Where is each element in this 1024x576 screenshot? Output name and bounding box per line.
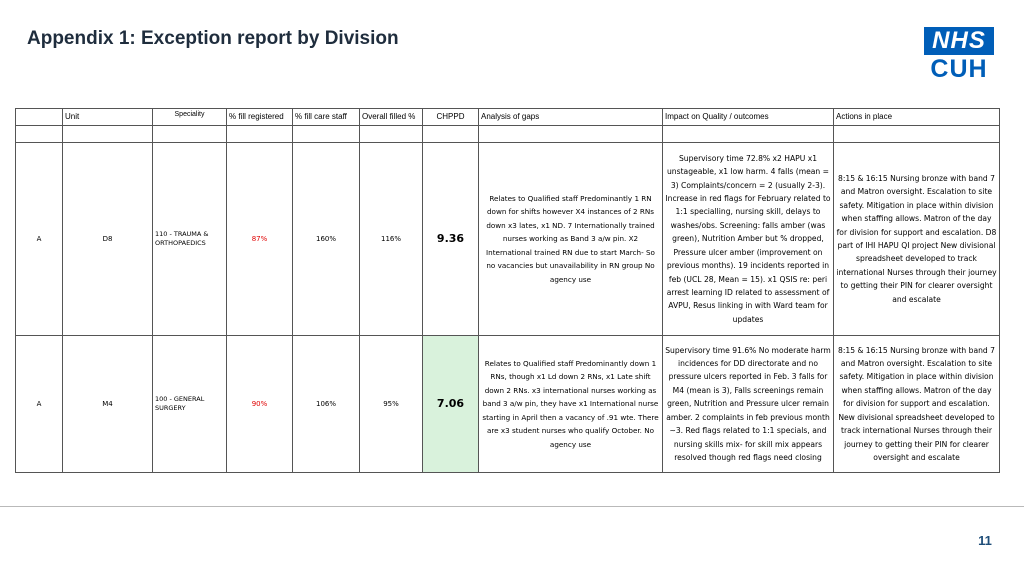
header-chppd: CHPPD [423,109,479,126]
nhs-logo-mark: NHS [924,27,994,55]
header-fill-registered: % fill registered [227,109,293,126]
fill-care-staff-cell: 106% [293,336,360,473]
unit-cell: M4 [63,336,153,473]
chppd-cell: 9.36 [423,143,479,336]
header-speciality: Speciality [153,109,227,126]
table-row [16,143,1000,336]
organisation-name: CUH [930,55,988,83]
actions-cell: 8:15 & 16:15 Nursing bronze with band 7 and Matron oversight. Escalation to site safety. Mitigation in place within division when staffing allows. Matron of the day for division for support and escalation. New divisional spreadsheet developed to track international Nurses through their journey to getting their PIN for clearer oversight and escalate [834,336,1000,473]
header-analysis: Analysis of gaps [479,109,663,126]
header-unit: Unit [63,109,153,126]
impact-cell: Supervisory time 91.6% No moderate harm incidences for DD directorate and no pressure ulcers reported in Feb. 3 falls for M4 (mean is 3), Falls screenings remain green, Nutrition and Pressure ulcer remain amber. 2 complaints in feb previous month ~3. Red flags related to 1:1 specials, and nursing skills mix- for skill mix appears resolved though red flags need closing [663,336,834,473]
page-title: Appendix 1: Exception report by Division [27,28,399,49]
nhs-cuh-logo [924,27,994,83]
table-row [16,336,1000,473]
page-number: 11 [978,533,992,548]
division-cell: A [16,336,63,473]
analysis-cell: Relates to Qualified staff Predominantly 1 RN down for shifts however X4 instances of 2 RNs down x3 lates, x1 ND. 7 Internationally trained nurses working as Band 3 a/w pin. X2 International trained RN due to start March- So no vacancies but unavailability in RN group No agency use [479,143,663,336]
fill-registered-cell: 90% [227,336,293,473]
header-overall-filled: Overall filled % [360,109,423,126]
division-cell: A [16,143,63,336]
overall-filled-cell: 116% [360,143,423,336]
spacer-row [16,126,1000,143]
fill-care-staff-cell: 160% [293,143,360,336]
unit-cell: D8 [63,143,153,336]
analysis-cell: Relates to Qualified staff Predominantly down 1 RNs, though x1 Ld down 2 RNs, x1 Late shift down 2 RNs. x3 international nurses working as band 3 a/w pin, they have x1 International nurse starting in April then a vacancy of .91 wte. There are x3 student nurses who qualify October. No agency use [479,336,663,473]
speciality-cell: 100 - GENERAL SURGERY [153,336,227,473]
table-header-row [16,109,1000,126]
actions-cell: 8:15 & 16:15 Nursing bronze with band 7 and Matron oversight. Escalation to site safety. Mitigation in place within division when staffing allows. Matron of the day for division for support and escalation. D8 part of IHI HAPU QI project New divisional spreadsheet developed to track international Nurses through their journey to getting their PIN for clearer oversight and escalate [834,143,1000,336]
exception-report-table [15,108,1000,473]
speciality-cell: 110 - TRAUMA & ORTHOPAEDICS [153,143,227,336]
fill-registered-cell: 87% [227,143,293,336]
header-division [16,109,63,126]
header-actions: Actions in place [834,109,1000,126]
header-impact: Impact on Quality / outcomes [663,109,834,126]
impact-cell: Supervisory time 72.8% x2 HAPU x1 unstageable, x1 low harm. 4 falls (mean = 3) Complaints/concern = 2 (usually 2-3). Increase in red flags for February related to 1:1 specialling, nursing skill, delays to washes/obs. Screening: falls amber (was green), Nutrition Amber but % dropped, Pressure ulcer amber (improvement on previous months). 19 incidents reported in feb (UCL 28, Mean = 15). x1 QSIS re: peri arrest learning ID related to assessment of AVPU, Resus linking in with Ward team for updates [663,143,834,336]
overall-filled-cell: 95% [360,336,423,473]
header-fill-care-staff: % fill care staff [293,109,360,126]
chppd-cell: 7.06 [423,336,479,473]
footer-divider [0,506,1024,507]
